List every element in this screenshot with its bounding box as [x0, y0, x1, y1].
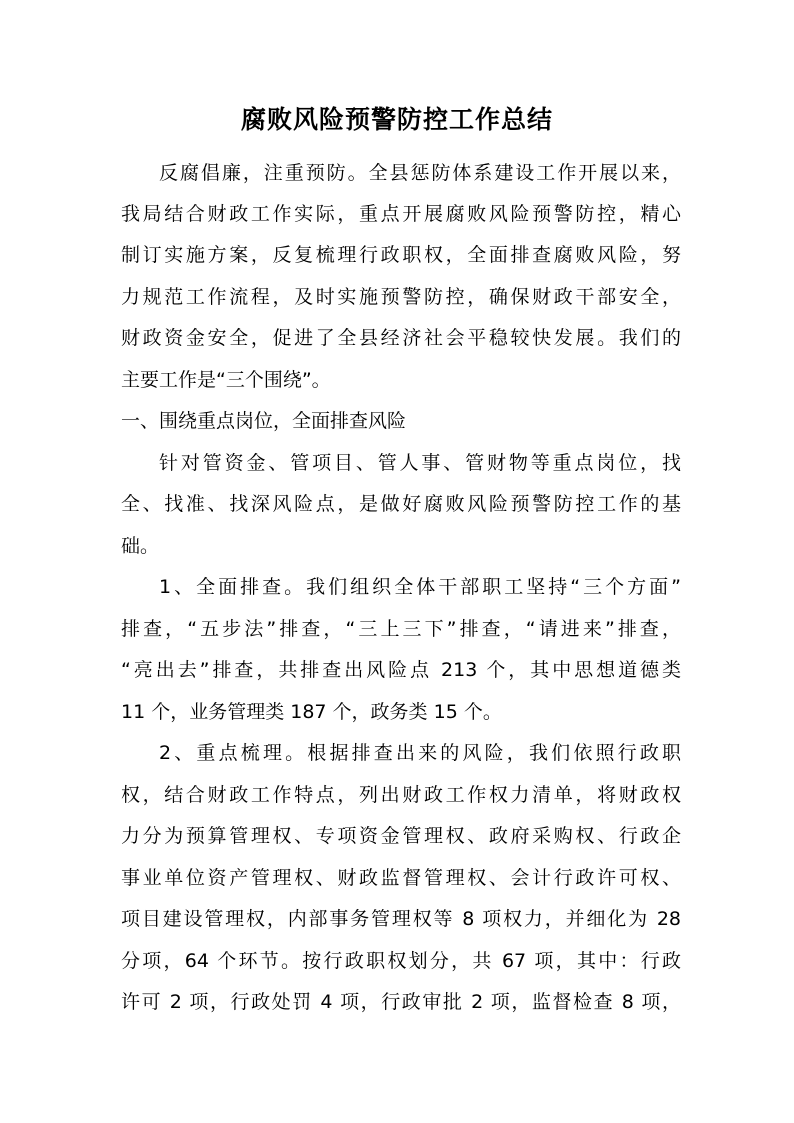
paragraph-line: 我局结合财政工作实际，重点开展腐败风险预警防控，精心	[121, 203, 681, 225]
paragraph-line: “亮出去”排查，共排查出风险点 213 个，其中思想道德类	[121, 659, 681, 681]
paragraph-line: 针对管资金、管项目、管人事、管财物等重点岗位，找	[159, 452, 681, 474]
paragraph-line: 分项，64 个环节。按行政职权划分，共 67 项，其中：行政	[121, 950, 681, 972]
paragraph-line: 础。	[121, 535, 160, 557]
paragraph-line: 力分为预算管理权、专项资金管理权、政府采购权、行政企	[121, 825, 681, 847]
paragraph-line: 权，结合财政工作特点，列出财政工作权力清单，将财政权	[121, 784, 681, 806]
paragraph-line: 1、全面排查。我们组织全体干部职工坚持“三个方面”	[159, 576, 681, 598]
paragraph-line: 反腐倡廉，注重预防。全县惩防体系建设工作开展以来，	[159, 162, 681, 184]
section-heading: 一、围绕重点岗位，全面排查风险	[121, 410, 407, 432]
paragraph-line: 力规范工作流程，及时实施预警防控，确保财政干部安全，	[121, 286, 681, 308]
paragraph-line: 制订实施方案，反复梳理行政职权，全面排查腐败风险，努	[121, 244, 681, 266]
paragraph-line: 2、重点梳理。根据排查出来的风险，我们依照行政职	[159, 742, 681, 764]
paragraph-line: 11 个，业务管理类 187 个，政务类 15 个。	[121, 701, 502, 723]
paragraph-line: 排查，“五步法”排查，“三上三下”排查，“请进来”排查，	[121, 618, 681, 640]
document-title: 腐败风险预警防控工作总结	[240, 105, 553, 134]
paragraph-line: 财政资金安全，促进了全县经济社会平稳较快发展。我们的	[121, 327, 681, 349]
paragraph-line: 项目建设管理权，内部事务管理权等 8 项权力，并细化为 28	[121, 908, 681, 930]
paragraph-line: 主要工作是“三个围绕”。	[121, 369, 331, 391]
paragraph-line: 全、找准、找深风险点，是做好腐败风险预警防控工作的基	[121, 493, 681, 515]
paragraph-line: 许可 2 项，行政处罚 4 项，行政审批 2 项，监督检查 8 项，	[121, 991, 681, 1013]
paragraph-line: 事业单位资产管理权、财政监督管理权、会计行政许可权、	[121, 867, 681, 889]
